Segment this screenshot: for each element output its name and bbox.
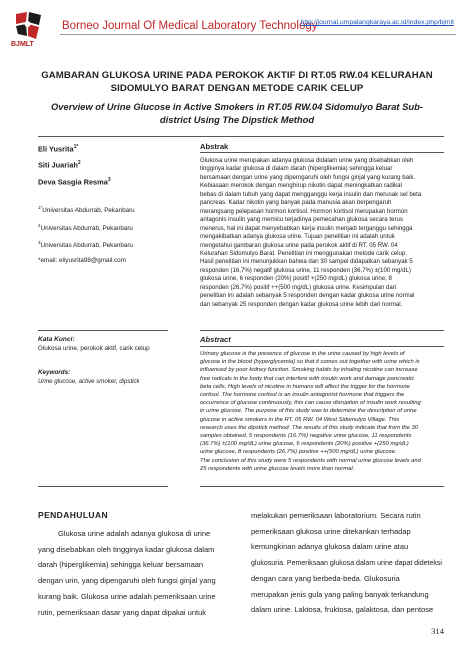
text-line: occurrence of glucose continuously, this can cause disruption of insulin work resulting bbox=[200, 400, 421, 407]
text-line: dengan urin, yang dipengaruhi oleh fungsi ginjal yang bbox=[38, 576, 216, 586]
text-line: 25 respondents with urine glucose levels more than normal. bbox=[200, 465, 355, 472]
text-line: kurang baik. Glukosa urine adalah pemeriksaan urine bbox=[38, 591, 216, 601]
keywords-bottom-divider bbox=[38, 486, 168, 487]
text-line: antagonis insulin yang memicu terjadinya pemecahan glukosa secara terus bbox=[200, 216, 403, 224]
text-line: beta cells. High levels of nicotine in humans will affect the trigger for the hormone bbox=[200, 383, 410, 390]
text-line: bebas di dalam tubuh yang dapat mengganggu kerja insulin dan merusak sel beta bbox=[200, 190, 422, 198]
text-line: in urine glucose. The purpose of this study was to determine the description of urine bbox=[200, 408, 417, 415]
text-line: yang disebabkan oleh tingginya kadar glukosa dalam bbox=[38, 544, 215, 554]
text-line: urine glucose, 8 respondents (26.7%) positive ++(500 mg/dL) urine glucose. bbox=[200, 449, 397, 456]
text-line: (36.7%) ±(100 mg/dL) urine glucose, 6 respondents (20%) positive +(250 mg/dL) bbox=[200, 441, 409, 448]
text-line: mengakibatkan adanya glukosa urine. Tujuan penelitian ini adalah untuk bbox=[200, 233, 395, 241]
page-number: 314 bbox=[431, 626, 444, 636]
title-divider bbox=[38, 136, 444, 137]
text-line: glucose in the blood (hyperglycemia) so that it comes out together with urine which is bbox=[200, 359, 420, 366]
text-line: merupakan jenis gula yang paling banyak terkandung bbox=[251, 589, 429, 599]
text-line: glukosa urine, 6 responden (20%) positif +(250 mg/dL) glukosa urine, 8 bbox=[200, 275, 392, 283]
abstract-divider bbox=[200, 346, 444, 347]
affiliation-item: $^3$Universitas Abdurrab, Pekanbaru bbox=[38, 240, 133, 250]
author-name: Siti Juariah$^2$ bbox=[38, 160, 81, 170]
text-line: samples obtained, 5 respondents (16.7%) negative urine glucose, 11 respondents bbox=[200, 433, 412, 440]
text-line: kemungkinan adanya glukosa dalam urine atau bbox=[251, 542, 409, 552]
keywords-divider bbox=[38, 330, 168, 331]
abstract-top-divider bbox=[200, 330, 444, 331]
introduction-heading: PENDAHULUAN bbox=[38, 510, 109, 520]
journal-logo-icon bbox=[12, 10, 46, 42]
text-line: glucose in active smokers in the RT. 05 RW. 04 West Sidomulyo Village. This bbox=[200, 416, 400, 423]
article-subtitle: Overview of Urine Glucose in Active Smokers in RT.05 RW.04 Sidomulyo Barat Sub-district Using The Dipstick Method bbox=[51, 101, 423, 125]
abstract-heading: Abstract bbox=[200, 335, 231, 344]
kata-kunci-text: Glukosa urine, perokok aktif, carik celup bbox=[38, 345, 150, 352]
text-line: tingginya kadar glukosa di dalam darah (hiperglikemia) sehingga keluar bbox=[200, 165, 393, 173]
text-line: The conclusion of this study were 5 respondents with normal urine glucose levels and bbox=[200, 457, 421, 464]
keywords-heading: Keywords: bbox=[38, 369, 71, 376]
text-line: influenced by poor kidney function. Smoking habits by inhaling nicotine can increase bbox=[200, 367, 418, 374]
keywords-text: Urine glucose, active smoker, dipstick bbox=[38, 378, 140, 385]
journal-url-link[interactable]: http://journal.umpalangkaraya.ac.id/index.php/bjmlt bbox=[300, 19, 454, 26]
abstrak-text bbox=[200, 157, 444, 309]
text-line: menerus, hal ini dapat menyebabkan kerja insulin menjadi terganggu sehingga bbox=[200, 224, 413, 232]
text-line: Glukosa urine merupakan adanya glukosa didalam urine yang disebabkan oleh bbox=[200, 157, 414, 164]
author-email: *email: eliyusrita98@gmail.com bbox=[38, 256, 126, 264]
journal-name: Borneo Journal Of Medical Laboratory Technology bbox=[62, 20, 318, 32]
author-name: Eli Yusrita$^{1*}$ bbox=[38, 144, 79, 154]
text-line: rutin, pemeriksaan dasar yang dapat dipakai untuk bbox=[38, 607, 207, 617]
text-line: Urinary glucose is the presence of glucose in the urine caused by high levels of bbox=[200, 351, 405, 357]
text-line: mengetahui gambaran glukosa urine pada perokok aktif di RT. 05 RW. 04 bbox=[200, 241, 398, 249]
text-line: darah (hiperglikemia) sehingga keluar bersamaan bbox=[38, 560, 204, 570]
text-line: penelitian ini adalah sebanyak 5 responden dengan kadar glukosa urine normal bbox=[200, 292, 415, 300]
text-line: merangsang pelepasan hormon kortisol. Hormon kortisol merupakan hormon bbox=[200, 207, 408, 215]
abstract-text bbox=[200, 350, 444, 473]
abstrak-heading: Abstrak bbox=[200, 142, 229, 151]
text-line: Kelurahan Sidomulyo Barat. Penelitian ini menggunakan metode carik celup. bbox=[200, 249, 407, 257]
text-line: cortisol. The hormone cortisol is an insulin antagonist hormone that triggers the bbox=[200, 392, 405, 399]
kata-kunci-heading: Kata Kunci: bbox=[38, 336, 75, 343]
text-line: research uses the dipstick method. The results of this study indicate that from the 30 bbox=[200, 424, 418, 431]
abstract-bottom-divider bbox=[200, 486, 444, 487]
author-list bbox=[38, 140, 111, 189]
text-line: free radicals in the body that can interfere with insulin work and damage pancreatic bbox=[200, 375, 415, 382]
introduction-right-column bbox=[251, 508, 442, 618]
text-line: bersamaan dengan urine yang diperngaruhi oleh fungsi ginjal yang kurang baik. bbox=[200, 173, 416, 181]
logo-text: BJMLT bbox=[11, 41, 34, 48]
text-line: dan sebanyak 25 responden dengan kadar glukosa urine lebih dari normal. bbox=[200, 300, 403, 308]
affiliation-item: $^{1*}$Universitas Abdurrab, Pekanbaru bbox=[38, 205, 135, 215]
affiliation-item: $^2$Universitas Abdurrab, Pekanbaru bbox=[38, 222, 133, 232]
text-line: pancreas. Kadar nikotin yang banyak pada manusia akan berpengaruh bbox=[200, 199, 392, 207]
text-line: Hasil penelitian ini menunjukkan bahwa dari 30 sampel didapatkan sebanyak 5 bbox=[200, 258, 413, 266]
text-line: pemeriksaan glukosa urine ditekankan terhadap bbox=[251, 526, 411, 536]
text-line: glukosuria. Pemeriksaan glukosa dalam urine dapat dideteksi bbox=[251, 558, 442, 568]
header-divider bbox=[60, 34, 456, 35]
text-line: responden (16,7%) negatif glukosa urine, 11 responden (36,7%) ±(100 mg/dL) bbox=[200, 266, 411, 274]
author-name: Deva Sasgia Resma$^3$ bbox=[38, 176, 111, 187]
introduction-left-column bbox=[38, 526, 221, 620]
text-line: dengan cara yang berbeda-beda. Glukosuria bbox=[251, 573, 400, 583]
text-line: melakukan pemeriksaan laboratorium. Secara rutin bbox=[251, 511, 421, 520]
text-line: Glukosa urine adalah adanya glukosa di urine bbox=[58, 529, 211, 538]
affiliation-list bbox=[38, 201, 135, 268]
text-line: responden (26,7%) positif ++(500 mg/dL) glukosa urine. Kesimpulan dari bbox=[200, 283, 397, 291]
text-line: dalam urine. Laktosa, fruktosa, galaktosa, dan pentose bbox=[251, 605, 434, 615]
abstrak-divider bbox=[200, 152, 444, 153]
article-title: GAMBARAN GLUKOSA URINE PADA PEROKOK AKTIF DI RT.05 RW.04 KELURAHAN SIDOMULYO BARAT DENGAN METODE CARIK CELUP bbox=[41, 70, 433, 94]
text-line: Kebiasaan merokok dengan menghirup nikotin dapat meningkatkan radikal bbox=[200, 182, 402, 190]
